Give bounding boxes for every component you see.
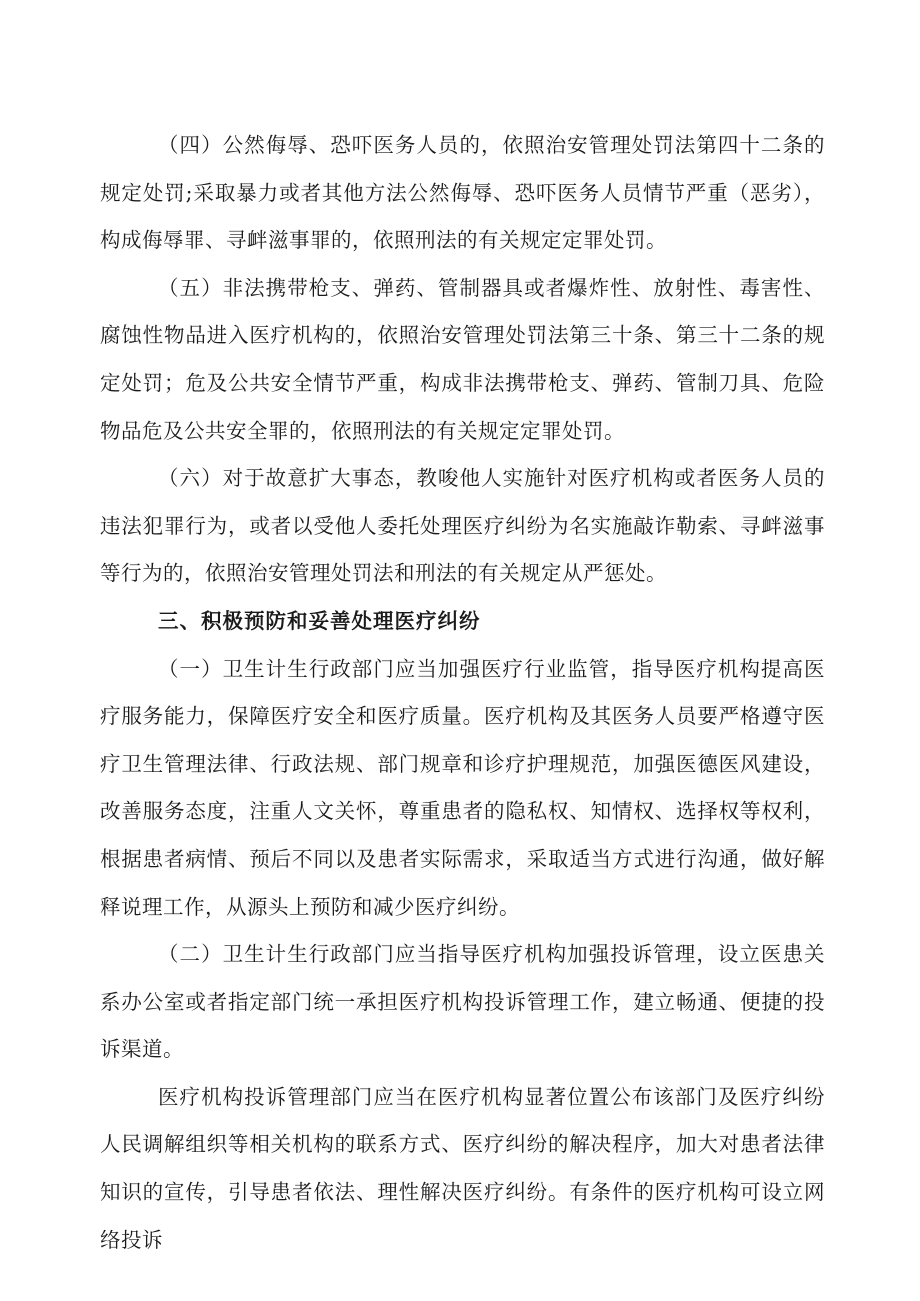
- paragraph-section3-clause-2: （二）卫生计生行政部门应当指导医疗机构加强投诉管理，设立医患关系办公室或者指定部门统一承担医疗机构投诉管理工作，建立畅通、便捷的投诉渠道。: [100, 942, 825, 1062]
- paragraph-section3-clause-1: （一）卫生计生行政部门应当加强医疗行业监管，指导医疗机构提高医疗服务能力，保障医疗安全和医疗质量。医疗机构及其医务人员要严格遵守医疗卫生管理法律、行政法规、部门规章和诊疗护理规范，加强医德医风建设，改善服务态度，注重人文关怀，尊重患者的隐私权、知情权、选择权等权利，根据患者病情、预后不同以及患者实际需求，采取适当方式进行沟通，做好解释说理工作，从源头上预防和减少医疗纠纷。: [100, 656, 825, 919]
- paragraph-clause-4: （四）公然侮辱、恐吓医务人员的，依照治安管理处罚法第四十二条的规定处罚;采取暴力或者其他方法公然侮辱、恐吓医务人员情节严重（恶劣），构成侮辱罪、寻衅滋事罪的，依照刑法的有关规定定罪处罚。: [100, 133, 825, 253]
- section-heading-3: 三、积极预防和妥善处理医疗纠纷: [158, 608, 481, 633]
- paragraph-complaint-management: 医疗机构投诉管理部门应当在医疗机构显著位置公布该部门及医疗纠纷人民调解组织等相关机构的联系方式、医疗纠纷的解决程序，加大对患者法律知识的宣传，引导患者依法、理性解决医疗纠纷。有条件的医疗机构可设立网络投诉: [100, 1084, 825, 1252]
- paragraph-clause-5: （五）非法携带枪支、弹药、管制器具或者爆炸性、放射性、毒害性、腐蚀性物品进入医疗机构的，依照治安管理处罚法第三十条、第三十二条的规定处罚；危及公共安全情节严重，构成非法携带枪支、弹药、管制刀具、危险物品危及公共安全罪的，依照刑法的有关规定定罪处罚。: [100, 275, 825, 443]
- paragraph-clause-6: （六）对于故意扩大事态，教唆他人实施针对医疗机构或者医务人员的违法犯罪行为，或者以受他人委托处理医疗纠纷为名实施敲诈勒索、寻衅滋事等行为的，依照治安管理处罚法和刑法的有关规定从严惩处。: [100, 466, 825, 586]
- document-body: [100, 122, 825, 1264]
